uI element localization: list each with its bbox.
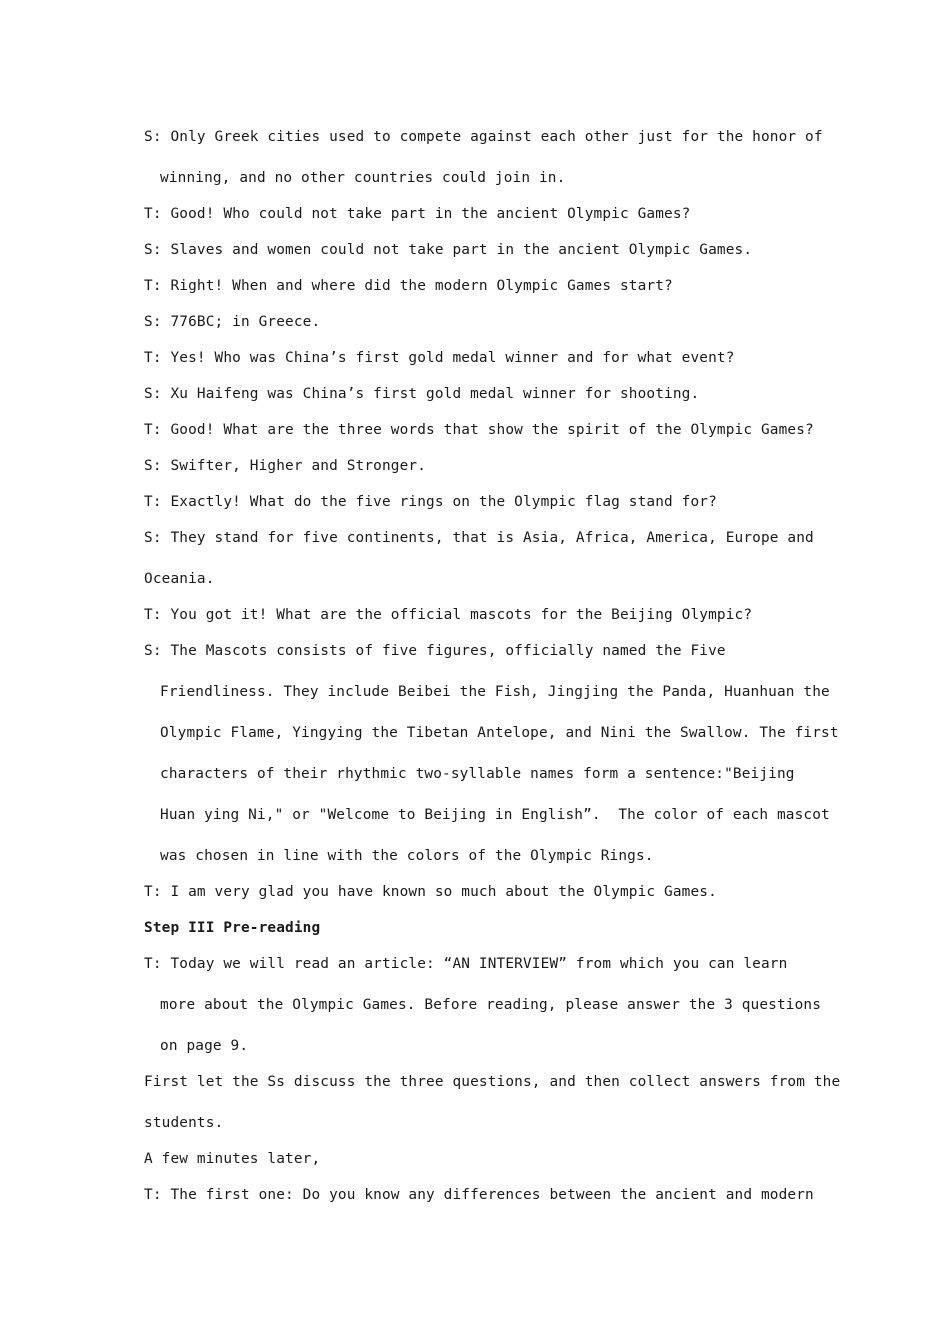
dialogue-line-continuation: Oceania. [144, 571, 215, 587]
dialogue-line: T: Yes! Who was China’s first gold medal winner and for what event? [144, 350, 735, 366]
section-heading: Step III Pre-reading [144, 920, 321, 936]
dialogue-line-continuation: Huan ying Ni," or "Welcome to Beijing in English”. The color of each mascot [160, 807, 830, 823]
dialogue-line-continuation: characters of their rhythmic two-syllable names form a sentence:"Beijing [160, 766, 795, 782]
dialogue-line: S: 776BC; in Greece. [144, 314, 321, 330]
dialogue-line-continuation: winning, and no other countries could join in. [160, 170, 566, 186]
dialogue-line: T: Good! Who could not take part in the ancient Olympic Games? [144, 206, 691, 222]
instruction-line: First let the Ss discuss the three questions, and then collect answers from the [144, 1074, 841, 1090]
dialogue-line: S: Swifter, Higher and Stronger. [144, 458, 427, 474]
dialogue-line: T: I am very glad you have known so much about the Olympic Games. [144, 884, 717, 900]
instruction-line-continuation: students. [144, 1115, 224, 1131]
dialogue-line-continuation: on page 9. [160, 1038, 249, 1054]
dialogue-line: T: You got it! What are the official mascots for the Beijing Olympic? [144, 607, 753, 623]
dialogue-line: T: Exactly! What do the five rings on the Olympic flag stand for? [144, 494, 717, 510]
dialogue-line: T: Today we will read an article: “AN INTERVIEW” from which you can learn [144, 956, 788, 972]
dialogue-line: S: They stand for five continents, that is Asia, Africa, America, Europe and [144, 530, 814, 546]
dialogue-line: S: Xu Haifeng was China’s first gold medal winner for shooting. [144, 386, 700, 402]
dialogue-line: S: Only Greek cities used to compete against each other just for the honor of [144, 129, 823, 145]
instruction-line: A few minutes later, [144, 1151, 321, 1167]
dialogue-line-continuation: Olympic Flame, Yingying the Tibetan Antelope, and Nini the Swallow. The first [160, 725, 839, 741]
dialogue-line: T: Right! When and where did the modern Olympic Games start? [144, 278, 673, 294]
dialogue-line: S: The Mascots consists of five figures, officially named the Five [144, 643, 726, 659]
dialogue-line-continuation: Friendliness. They include Beibei the Fish, Jingjing the Panda, Huanhuan the [160, 684, 830, 700]
dialogue-line: T: The first one: Do you know any differences between the ancient and modern [144, 1187, 814, 1203]
dialogue-line: T: Good! What are the three words that show the spirit of the Olympic Games? [144, 422, 814, 438]
dialogue-line-continuation: was chosen in line with the colors of the Olympic Rings. [160, 848, 654, 864]
dialogue-line: S: Slaves and women could not take part in the ancient Olympic Games. [144, 242, 753, 258]
dialogue-line-continuation: more about the Olympic Games. Before reading, please answer the 3 questions [160, 997, 822, 1013]
